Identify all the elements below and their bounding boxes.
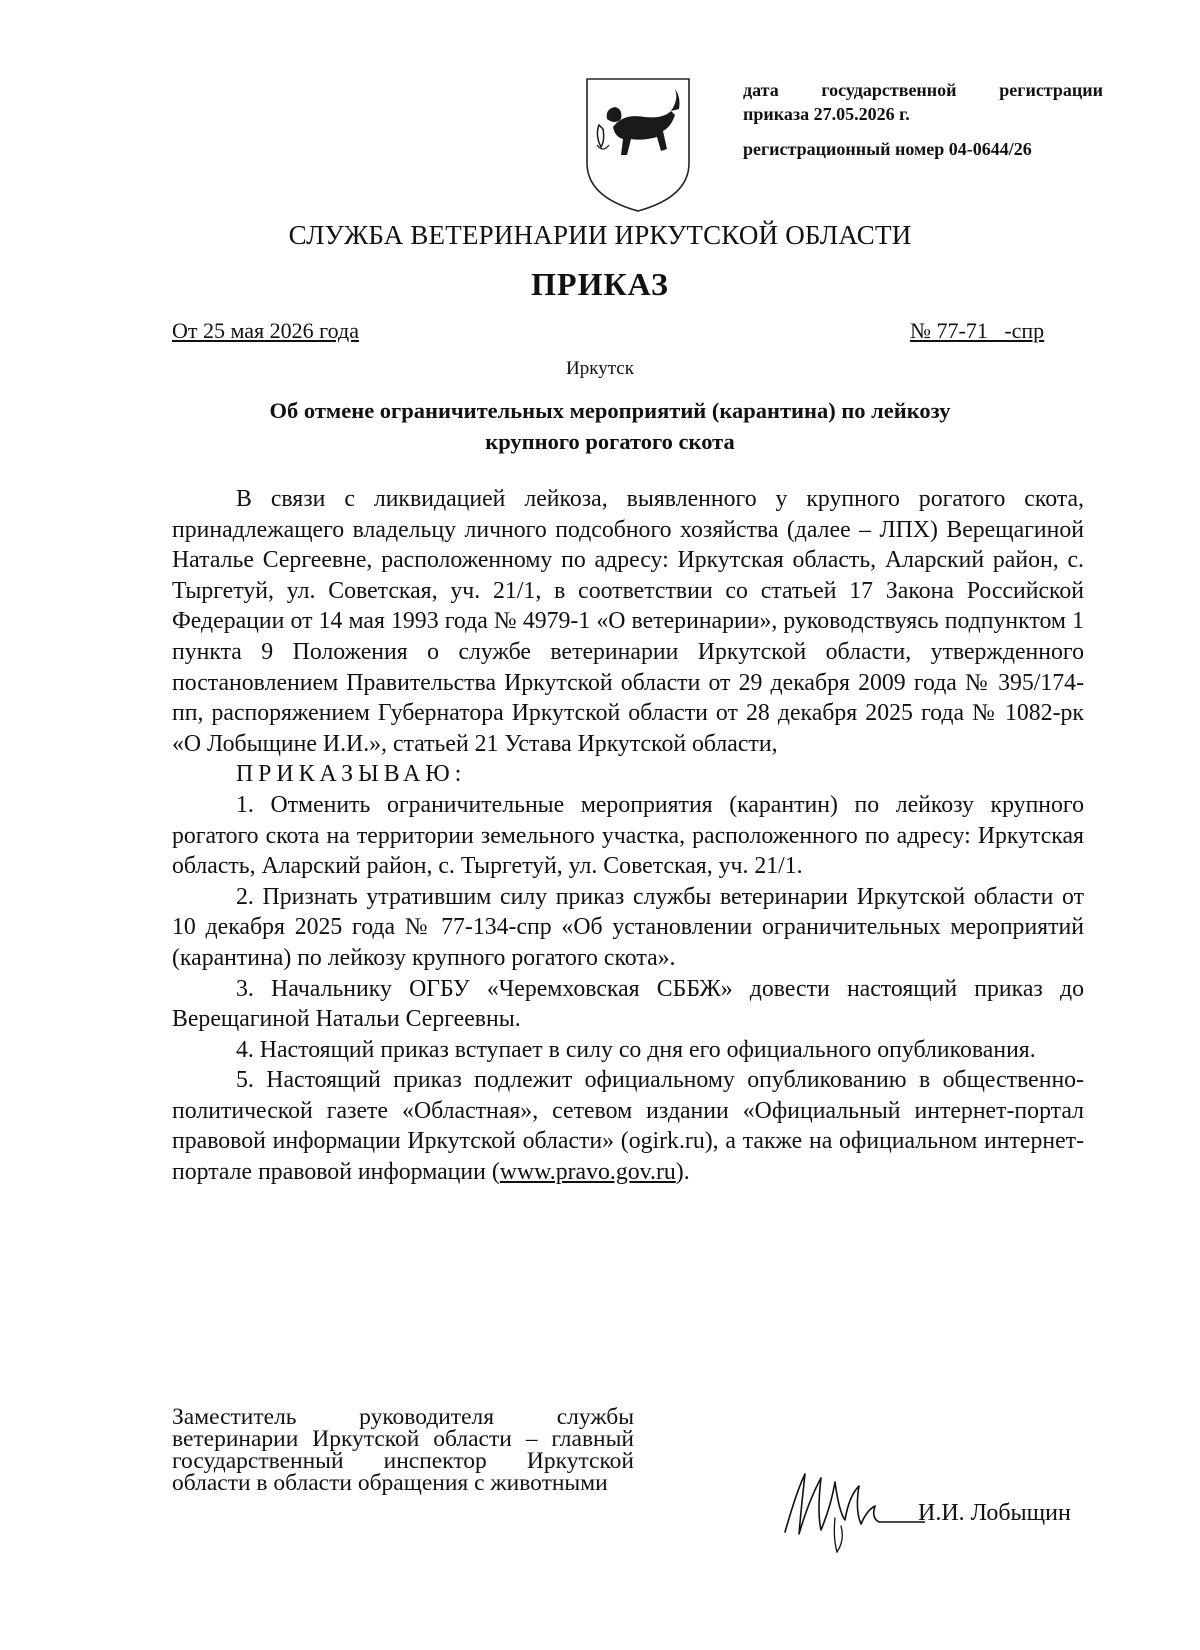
order-word: ПРИКАЗЫВАЮ: (236, 761, 467, 788)
registration-date-value: приказа 27.05.2026 г. (743, 104, 910, 124)
handwritten-signature (775, 1460, 925, 1560)
signer-name: И.И. Лобыщин (918, 1500, 1071, 1526)
registration-number: регистрационный номер 04-0644/26 (743, 139, 1032, 159)
order-item-5-end: ). (675, 1159, 690, 1186)
order-item-1: 1. Отменить ограничительные мероприятия (карантин) по лейкозу крупного рогатого скота на территории земельного участка, расположенного по адресу: Иркутская область, Аларский район, с. Тыргетуй, ул. Советская, уч. 21/1. (172, 791, 1084, 880)
registration-date-label: дата государственной регистрации (743, 80, 1103, 100)
pravo-link[interactable]: www.pravo.gov.ru (499, 1159, 676, 1186)
order-item-2: 2. Признать утратившим силу приказ службы ветеринарии Иркутской области от 10 декабря 2025 года № 77-134-спр «Об установлении ограничительных мероприятий (карантина) по лейкозу крупного рогатого скота». (172, 883, 1084, 971)
order-item-5-text: 5. Настоящий приказ подлежит официальному опубликованию в общественно-политической газете «Областная», сетевом издании «Официальный интернет-портал правовой информации Иркутской области» (ogirk.ru), а также на официальном интернет-портале правовой информации ( (172, 1067, 1084, 1186)
coat-of-arms-icon (583, 75, 693, 215)
document-body (172, 484, 1084, 1188)
document-title (180, 395, 1040, 457)
title-line-2: крупного рогатого скота (485, 429, 735, 454)
document-number: № 77-71 -спр (910, 318, 1045, 343)
title-line-1: Об отмене ограничительных мероприятий (карантина) по лейкозу (269, 398, 951, 423)
document-city: Иркутск (566, 358, 634, 379)
agency-name: СЛУЖБА ВЕТЕРИНАРИИ ИРКУТСКОЙ ОБЛАСТИ (288, 220, 912, 250)
order-item-3: 3. Начальнику ОГБУ «Черемховская СББЖ» довести настоящий приказ до Верещагиной Натальи Сергеевны. (172, 975, 1084, 1033)
document-type: ПРИКАЗ (531, 266, 669, 302)
document-date: От 25 мая 2026 года (172, 318, 359, 343)
order-item-4: 4. Настоящий приказ вступает в силу со дня его официального опубликования. (236, 1036, 1036, 1063)
signer-position: Заместитель руководителя службы ветеринарии Иркутской области – главный государственный инспектор Иркутской области в области обращения с животными (172, 1404, 634, 1496)
order-item-5 (172, 1065, 1084, 1187)
preamble-paragraph: В связи с ликвидацией лейкоза, выявленного у крупного рогатого скота, принадлежащего владельцу личного подсобного хозяйства (далее – ЛПХ) Верещагиной Наталье Сергеевне, расположенному по адресу: Иркутская область, Аларский район, с. Тыргетуй, ул. Советская, уч. 21/1, в соответствии со статьей 17 Закона Российской Федерации от 14 мая 1993 года № 4979-1 «О ветеринарии», руководствуясь подпунктом 1 пункта 9 Положения о службе ветеринарии Иркутской области, утвержденного постановлением Правительства Иркутской области от 29 декабря 2009 года № 395/174-пп, распоряжением Губернатора Иркутской области от 28 декабря 2025 года № 1082-рк «О Лобыщине И.И.», статьей 21 Устава Иркутской области, (172, 486, 1084, 757)
